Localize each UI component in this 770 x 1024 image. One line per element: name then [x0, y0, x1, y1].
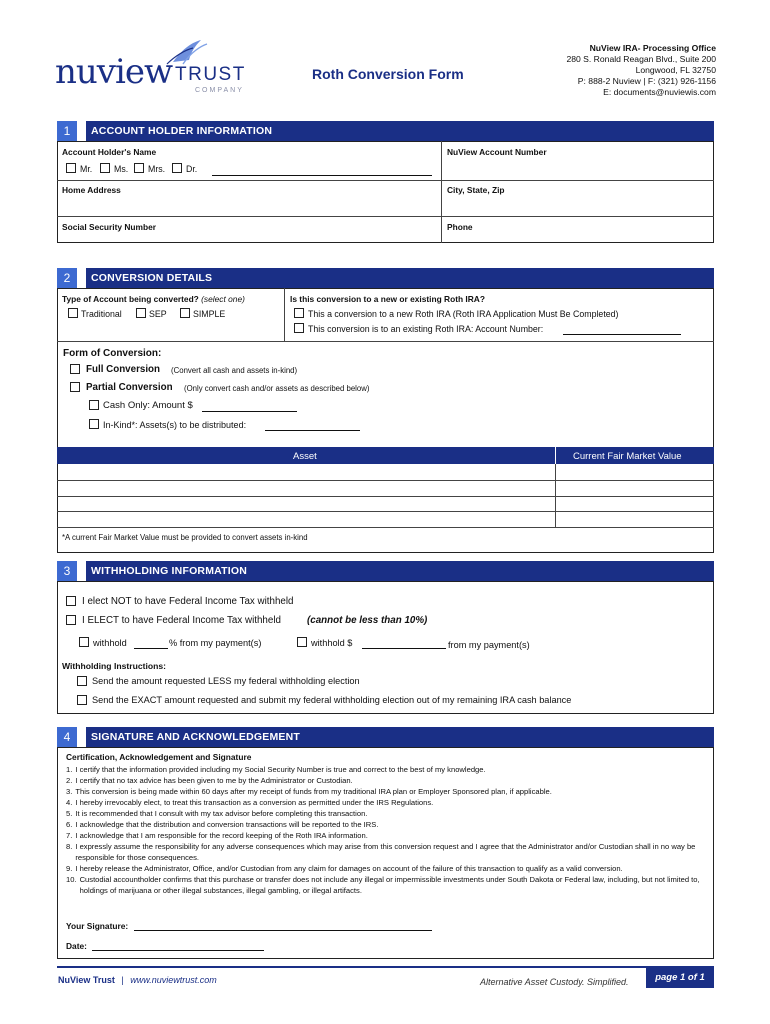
office-address-1: 280 S. Ronald Reagan Blvd., Suite 200	[566, 54, 716, 64]
list-item: 5. It is recommended that I consult with my tax advisor before completing this transaction.	[66, 809, 368, 818]
section-4-number: 4	[57, 727, 77, 747]
nuview-trust-logo	[55, 38, 270, 100]
certification-list	[66, 764, 706, 896]
elect-withhold-checkbox[interactable]	[66, 615, 76, 625]
signature-field[interactable]	[134, 930, 432, 931]
list-item: 10. Custodial accountholder confirms that this purchase or transfer does not include any illegal or impermissible investments under South Dakota or Federal law, including, but not limited to, holdings of marijuana or other illegal substances, illegal gambling, or illegal artifacts.	[66, 875, 700, 895]
fair-market-value-column-header: Current Fair Market Value	[573, 451, 682, 462]
section-1-title: ACCOUNT HOLDER INFORMATION	[91, 125, 273, 137]
new-roth-checkbox[interactable]	[294, 308, 304, 318]
traditional-checkbox[interactable]	[68, 308, 78, 318]
account-type-question	[62, 294, 245, 304]
footer-company: NuView Trust | www.nuviewtrust.com	[58, 975, 217, 985]
send-exact-label: Send the EXACT amount requested and submit my federal withholding election out of my remaining IRA cash balance	[92, 695, 572, 705]
home-address-label: Home Address	[62, 185, 121, 195]
section-4-title: SIGNATURE AND ACKNOWLEDGEMENT	[91, 731, 300, 743]
full-conversion-note: (Convert all cash and assets in-kind)	[171, 366, 298, 375]
in-kind-label: In-Kind*: Assets(s) to be distributed:	[103, 420, 247, 430]
title-mr-checkbox[interactable]	[66, 163, 76, 173]
page-number-badge: page 1 of 1	[646, 968, 714, 988]
office-name: NuView IRA- Processing Office	[589, 43, 716, 53]
simple-checkbox[interactable]	[180, 308, 190, 318]
asset-column-header: Asset	[293, 451, 317, 462]
full-conversion-label: Full Conversion	[86, 364, 161, 375]
title-mr-label: Mr.	[80, 164, 93, 174]
withhold-amount-checkbox[interactable]	[297, 637, 307, 647]
table-row[interactable]	[57, 511, 714, 512]
section-2-header	[57, 268, 714, 288]
title-dr-checkbox[interactable]	[172, 163, 182, 173]
office-email: E: documents@nuviewis.com	[603, 87, 716, 97]
partial-conversion-checkbox[interactable]	[70, 382, 80, 392]
withhold-percent-checkbox[interactable]	[79, 637, 89, 647]
list-item: 2. I certify that no tax advice has been given to me by the Administrator or Custodian.	[66, 776, 353, 785]
send-exact-checkbox[interactable]	[77, 695, 87, 705]
form-of-conversion-label: Form of Conversion:	[63, 348, 162, 359]
phone-label: Phone	[447, 222, 473, 232]
footer-website-link[interactable]: www.nuviewtrust.com	[130, 975, 217, 985]
new-roth-label: This a conversion to a new Roth IRA (Roth IRA Application Must Be Completed)	[308, 309, 619, 319]
list-item: 9. I hereby release the Administrator, Office, and/or Custodian from any claim for damages on account of the failure of this transaction to qualify as a valid conversion.	[66, 864, 623, 873]
withhold-percent-label: withhold	[93, 638, 127, 648]
withhold-percent-suffix: % from my payment(s)	[169, 638, 262, 648]
sep-checkbox[interactable]	[136, 308, 146, 318]
list-item: 3. This conversion is being made within 60 days after my receipt of funds from my traditional IRA plan or Employer Sponsored plan, if applicable.	[66, 787, 552, 796]
partial-conversion-label: Partial Conversion	[86, 382, 173, 393]
nuview-account-number-label: NuView Account Number	[447, 147, 547, 157]
section-4-header	[57, 727, 714, 747]
list-item: 8. I expressly assume the responsibility for any adverse consequences which may arise from this conversion request and I agree that the Administrator and/or Custodian shall in no way be responsible for those consequences.	[66, 842, 696, 862]
section-3-title: WITHHOLDING INFORMATION	[91, 565, 248, 577]
title-ms-checkbox[interactable]	[100, 163, 110, 173]
fair-market-value-footnote: *A current Fair Market Value must be provided to convert assets in-kind	[62, 533, 308, 542]
account-type-hint: (select one)	[201, 294, 245, 304]
elect-withhold-label: I ELECT to have Federal Income Tax withheld	[82, 615, 281, 626]
title-mrs-label: Mrs.	[148, 164, 166, 174]
elect-not-withhold-label: I elect NOT to have Federal Income Tax withheld	[82, 596, 294, 607]
cash-only-amount-field[interactable]	[202, 411, 297, 412]
city-state-zip-label: City, State, Zip	[447, 185, 505, 195]
account-holder-name-label: Account Holder's Name	[62, 147, 157, 157]
send-less-label: Send the amount requested LESS my federal withholding election	[92, 676, 360, 686]
partial-conversion-note: (Only convert cash and/or assets as described below)	[184, 384, 370, 393]
roth-type-question: Is this conversion to a new or existing Roth IRA?	[290, 294, 485, 304]
ssn-label: Social Security Number	[62, 222, 157, 232]
account-type-question-text: Type of Account being converted?	[62, 294, 199, 304]
section-3-number: 3	[57, 561, 77, 581]
certification-heading: Certification, Acknowledgement and Signature	[66, 752, 252, 762]
send-less-checkbox[interactable]	[77, 676, 87, 686]
existing-roth-label: This conversion is to an existing Roth IRA: Account Number:	[308, 324, 544, 334]
date-field[interactable]	[92, 950, 264, 951]
footer-divider	[57, 966, 714, 968]
withhold-amount-field[interactable]	[362, 648, 446, 649]
withhold-percent-field[interactable]	[134, 648, 168, 649]
form-title: Roth Conversion Form	[312, 66, 464, 82]
withholding-instructions-label: Withholding Instructions:	[62, 661, 166, 671]
existing-roth-account-number-field[interactable]	[563, 334, 681, 335]
in-kind-checkbox[interactable]	[89, 419, 99, 429]
office-address-2: Longwood, FL 32750	[635, 65, 716, 75]
section-2-number: 2	[57, 268, 77, 288]
in-kind-assets-field[interactable]	[265, 430, 360, 431]
title-mrs-checkbox[interactable]	[134, 163, 144, 173]
footer-company-name: NuView Trust	[58, 975, 115, 985]
list-item: 4. I hereby irrevocably elect, to treat this transaction as a conversion as permitted under the IRS Regulations.	[66, 798, 434, 807]
sep-label: SEP	[149, 309, 167, 319]
title-dr-label: Dr.	[186, 164, 198, 174]
traditional-label: Traditional	[81, 309, 122, 319]
logo-wordmark: nuview	[55, 52, 173, 92]
withhold-amount-label: withhold $	[311, 638, 353, 648]
cash-only-checkbox[interactable]	[89, 400, 99, 410]
account-holder-name-field[interactable]	[212, 175, 432, 176]
processing-office-info	[566, 43, 716, 98]
list-item: 6. I acknowledge that the distribution and conversion transactions will be reported to the IRS.	[66, 820, 379, 829]
date-label: Date:	[66, 941, 87, 951]
section-1-number: 1	[57, 121, 77, 141]
logo-company: COMPANY	[195, 87, 244, 94]
logo-trust: TRUST	[175, 64, 246, 85]
list-item: 1. I certify that the information provided including my Social Security Number is true and correct to the best of my knowledge.	[66, 765, 486, 774]
elect-not-withhold-checkbox[interactable]	[66, 596, 76, 606]
signature-label: Your Signature:	[66, 921, 129, 931]
elect-withhold-note: (cannot be less than 10%)	[307, 615, 428, 626]
cash-only-label: Cash Only: Amount $	[103, 400, 193, 411]
section-1-header	[57, 121, 714, 141]
section-2-title: CONVERSION DETAILS	[91, 272, 213, 284]
withhold-amount-suffix: from my payment(s)	[448, 640, 530, 650]
title-ms-label: Ms.	[114, 164, 129, 174]
office-phone: P: 888-2 Nuview | F: (321) 926-1156	[577, 76, 716, 86]
simple-label: SIMPLE	[193, 309, 226, 319]
table-row[interactable]	[57, 496, 714, 497]
list-item: 7. I acknowledge that I am responsible for the record keeping of the Roth IRA information.	[66, 831, 368, 840]
existing-roth-checkbox[interactable]	[294, 323, 304, 333]
footer-tagline: Alternative Asset Custody. Simplified.	[480, 977, 629, 987]
table-row[interactable]	[57, 480, 714, 481]
full-conversion-checkbox[interactable]	[70, 364, 80, 374]
section-3-header	[57, 561, 714, 581]
